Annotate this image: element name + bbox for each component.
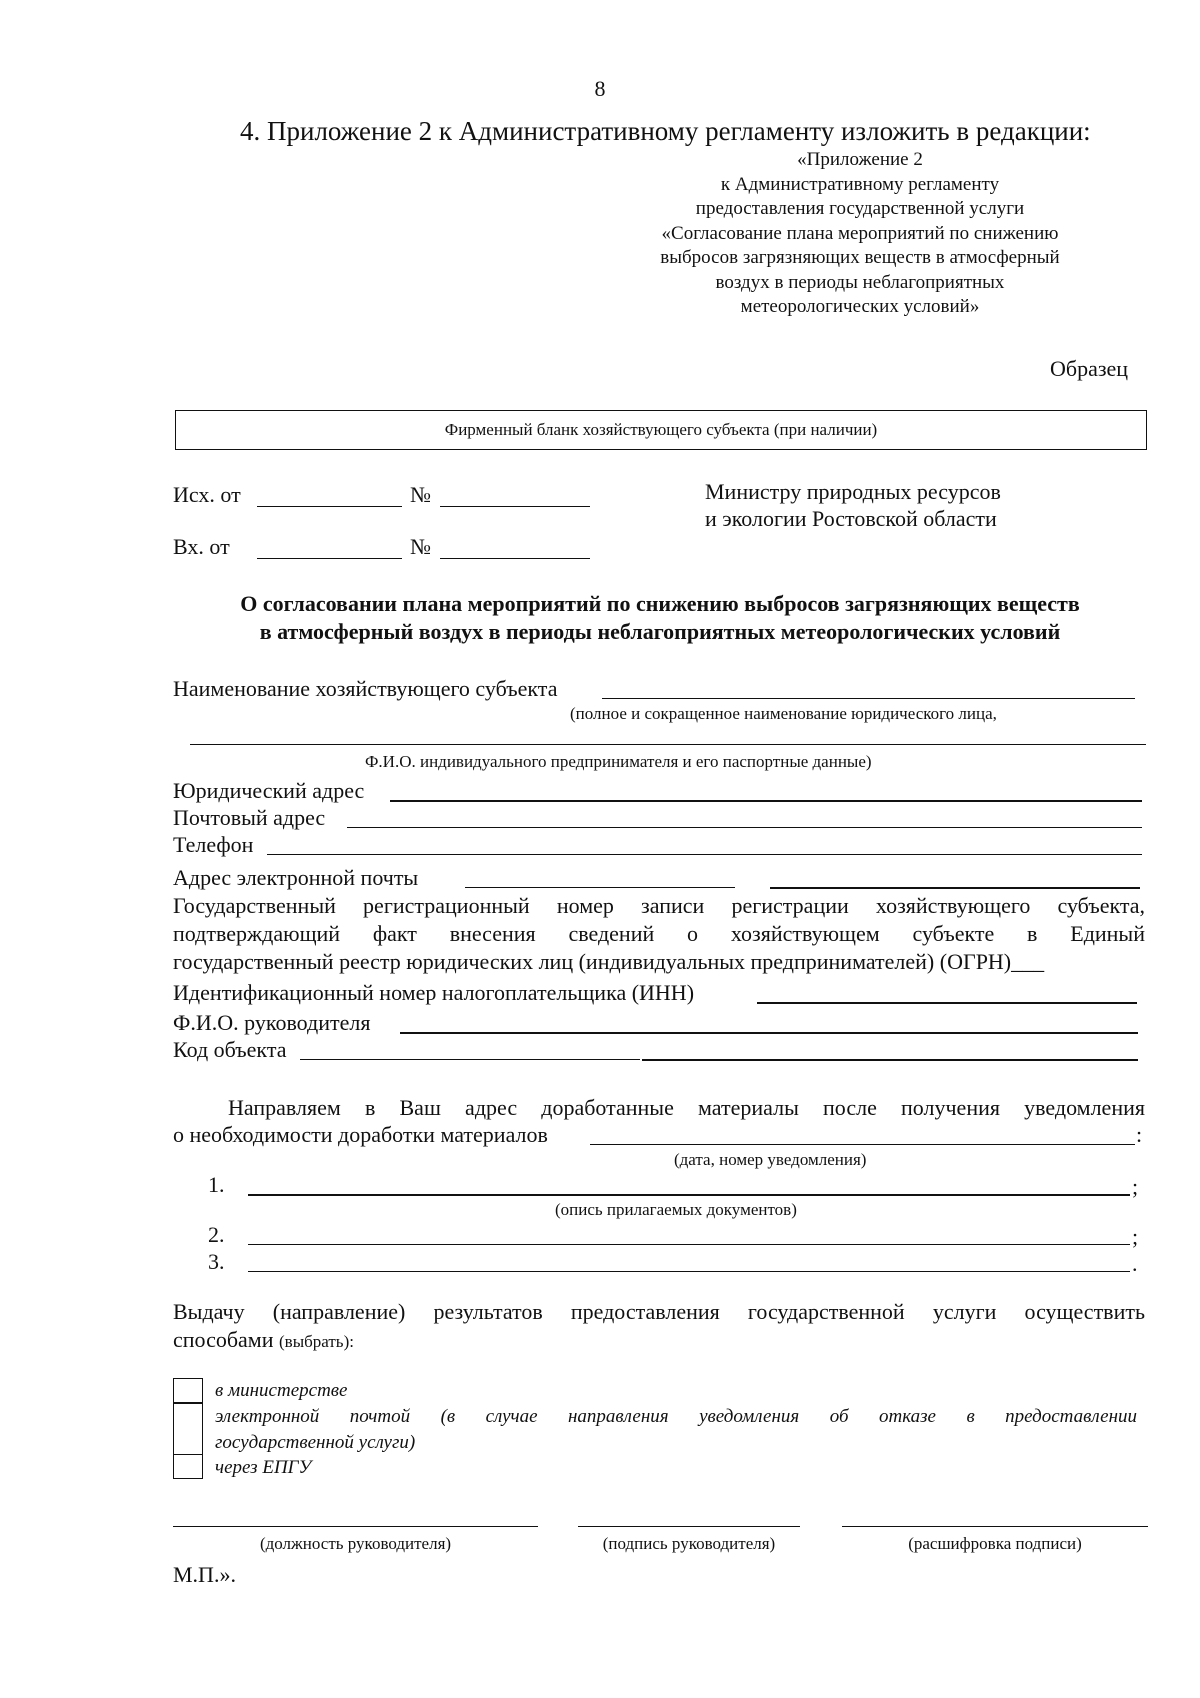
- entity-name-label: Наименование хозяйствующего субъекта: [173, 676, 558, 701]
- signature-hint: (подпись руководителя): [602, 1534, 776, 1553]
- ogrn-paragraph: [173, 892, 1145, 976]
- addressee-line: Министру природных ресурсов: [705, 479, 1001, 504]
- decoding-line[interactable]: [842, 1526, 1148, 1527]
- body-line-2: о необходимости доработки материалов: [173, 1122, 548, 1147]
- item-2-end: ;: [1132, 1224, 1139, 1249]
- annex-line: к Административному регламенту: [720, 173, 1000, 195]
- incoming-number-line[interactable]: [440, 558, 590, 559]
- letterhead-text: Фирменный бланк хозяйствующего субъекта (при наличии): [444, 420, 878, 439]
- delivery-paragraph: [173, 1298, 1145, 1356]
- inn-line[interactable]: [757, 1002, 1137, 1004]
- item-3-end: .: [1132, 1251, 1138, 1276]
- notice-line[interactable]: [590, 1144, 1135, 1145]
- checkbox-ministry[interactable]: [173, 1378, 203, 1403]
- annex-reference: [600, 148, 1120, 320]
- item-number: 1.: [208, 1172, 225, 1197]
- annex-line: «Согласование плана мероприятий по снижению: [661, 222, 1059, 244]
- postal-address-line[interactable]: [347, 827, 1142, 828]
- option-email-cont: государственной услуги): [215, 1432, 416, 1453]
- legal-address-line[interactable]: [390, 800, 1142, 802]
- notice-colon: :: [1136, 1122, 1143, 1147]
- signature-line[interactable]: [578, 1526, 800, 1527]
- email-line[interactable]: [465, 887, 735, 888]
- outgoing-number-sign: №: [410, 482, 431, 507]
- option-ministry: в министерстве: [215, 1380, 348, 1401]
- email-label: Адрес электронной почты: [173, 865, 419, 890]
- object-code-label: Код объекта: [173, 1037, 287, 1062]
- addressee-line: и экологии Ростовской области: [705, 506, 997, 531]
- seal-label: М.П.».: [173, 1562, 236, 1587]
- entity-name-hint-2: Ф.И.О. индивидуального предпринимателя и его паспортные данные): [365, 752, 872, 771]
- amendment-heading: 4. Приложение 2 к Административному регламенту изложить в редакции:: [240, 116, 1091, 146]
- item-1-line[interactable]: [248, 1194, 1130, 1196]
- sample-label: Образец: [1050, 356, 1129, 381]
- item-1-end: ;: [1132, 1174, 1139, 1199]
- delivery-text: способами: [173, 1327, 274, 1352]
- item-3-line[interactable]: [248, 1271, 1130, 1272]
- head-name-label: Ф.И.О. руководителя: [173, 1010, 371, 1035]
- option-email-text: электронной почтой (в случае направления уведомления об отказе в предоставлении: [215, 1406, 1137, 1427]
- phone-line[interactable]: [267, 854, 1142, 855]
- ogrn-line: Государственный регистрационный номер записи регистрации хозяйствующего субъекта,: [173, 893, 1145, 918]
- postal-address-label: Почтовый адрес: [173, 805, 326, 830]
- delivery-line-2: [173, 1326, 1145, 1356]
- decoding-hint: (расшифровка подписи): [908, 1534, 1082, 1553]
- item-2-line[interactable]: [248, 1244, 1130, 1245]
- item-number: 2.: [208, 1222, 225, 1247]
- entity-name-hint: (полное и сокращенное наименование юридического лица,: [570, 704, 997, 723]
- object-code-line-2[interactable]: [642, 1059, 1138, 1061]
- annex-line: «Приложение 2: [797, 149, 923, 170]
- outgoing-label: Исх. от: [173, 482, 241, 507]
- addressee: [705, 478, 1001, 532]
- incoming-label: Вх. от: [173, 534, 230, 559]
- checkbox-email[interactable]: [173, 1403, 203, 1455]
- choose-hint: (выбрать):: [279, 1332, 354, 1351]
- letterhead-box: [175, 410, 1147, 450]
- entity-name-line-2[interactable]: [190, 744, 1146, 745]
- option-epgu: через ЕПГУ: [215, 1457, 312, 1478]
- position-hint: (должность руководителя): [259, 1534, 452, 1553]
- incoming-number-sign: №: [410, 534, 431, 559]
- title-line: в атмосферный воздух в периоды неблагоприятных метеорологических условий: [259, 619, 1061, 644]
- head-name-line[interactable]: [400, 1032, 1138, 1034]
- body-text: Направляем в Ваш адрес доработанные материалы после получения уведомления: [228, 1095, 1145, 1120]
- checkbox-epgu[interactable]: [173, 1454, 203, 1479]
- incoming-date-line[interactable]: [257, 558, 402, 559]
- position-line[interactable]: [173, 1526, 538, 1527]
- annex-line: предоставления государственной услуги: [695, 198, 1025, 219]
- legal-address-label: Юридический адрес: [173, 778, 365, 803]
- annex-line: выбросов загрязняющих веществ в атмосферный: [660, 247, 1060, 268]
- item-number: 3.: [208, 1249, 225, 1274]
- document-title: [170, 590, 1150, 646]
- ogrn-line: подтверждающий факт внесения сведений о хозяйствующем субъекте в Единый: [173, 921, 1145, 946]
- annex-line: метеорологических условий»: [740, 296, 980, 317]
- delivery-line: Выдачу (направление) результатов предоставления государственной услуги осуществить: [173, 1299, 1145, 1324]
- email-line-2[interactable]: [770, 887, 1140, 889]
- ogrn-line: государственный реестр юридических лиц (индивидуальных предпринимателей) (ОГРН)___: [173, 949, 1045, 974]
- outgoing-date-line[interactable]: [257, 506, 402, 507]
- body-line-1: [173, 1095, 1145, 1121]
- page-number: 8: [594, 76, 606, 101]
- docs-hint: (опись прилагаемых документов): [555, 1200, 797, 1219]
- inn-label: Идентификационный номер налогоплательщика (ИНН): [173, 980, 695, 1005]
- object-code-line[interactable]: [300, 1059, 640, 1060]
- phone-label: Телефон: [173, 832, 254, 857]
- annex-line: воздух в периоды неблагоприятных: [715, 271, 1005, 293]
- option-email: [215, 1406, 1137, 1428]
- title-line: О согласовании плана мероприятий по снижению выбросов загрязняющих веществ: [240, 591, 1080, 616]
- outgoing-number-line[interactable]: [440, 506, 590, 507]
- notice-hint: (дата, номер уведомления): [674, 1150, 867, 1169]
- entity-name-line[interactable]: [602, 698, 1135, 699]
